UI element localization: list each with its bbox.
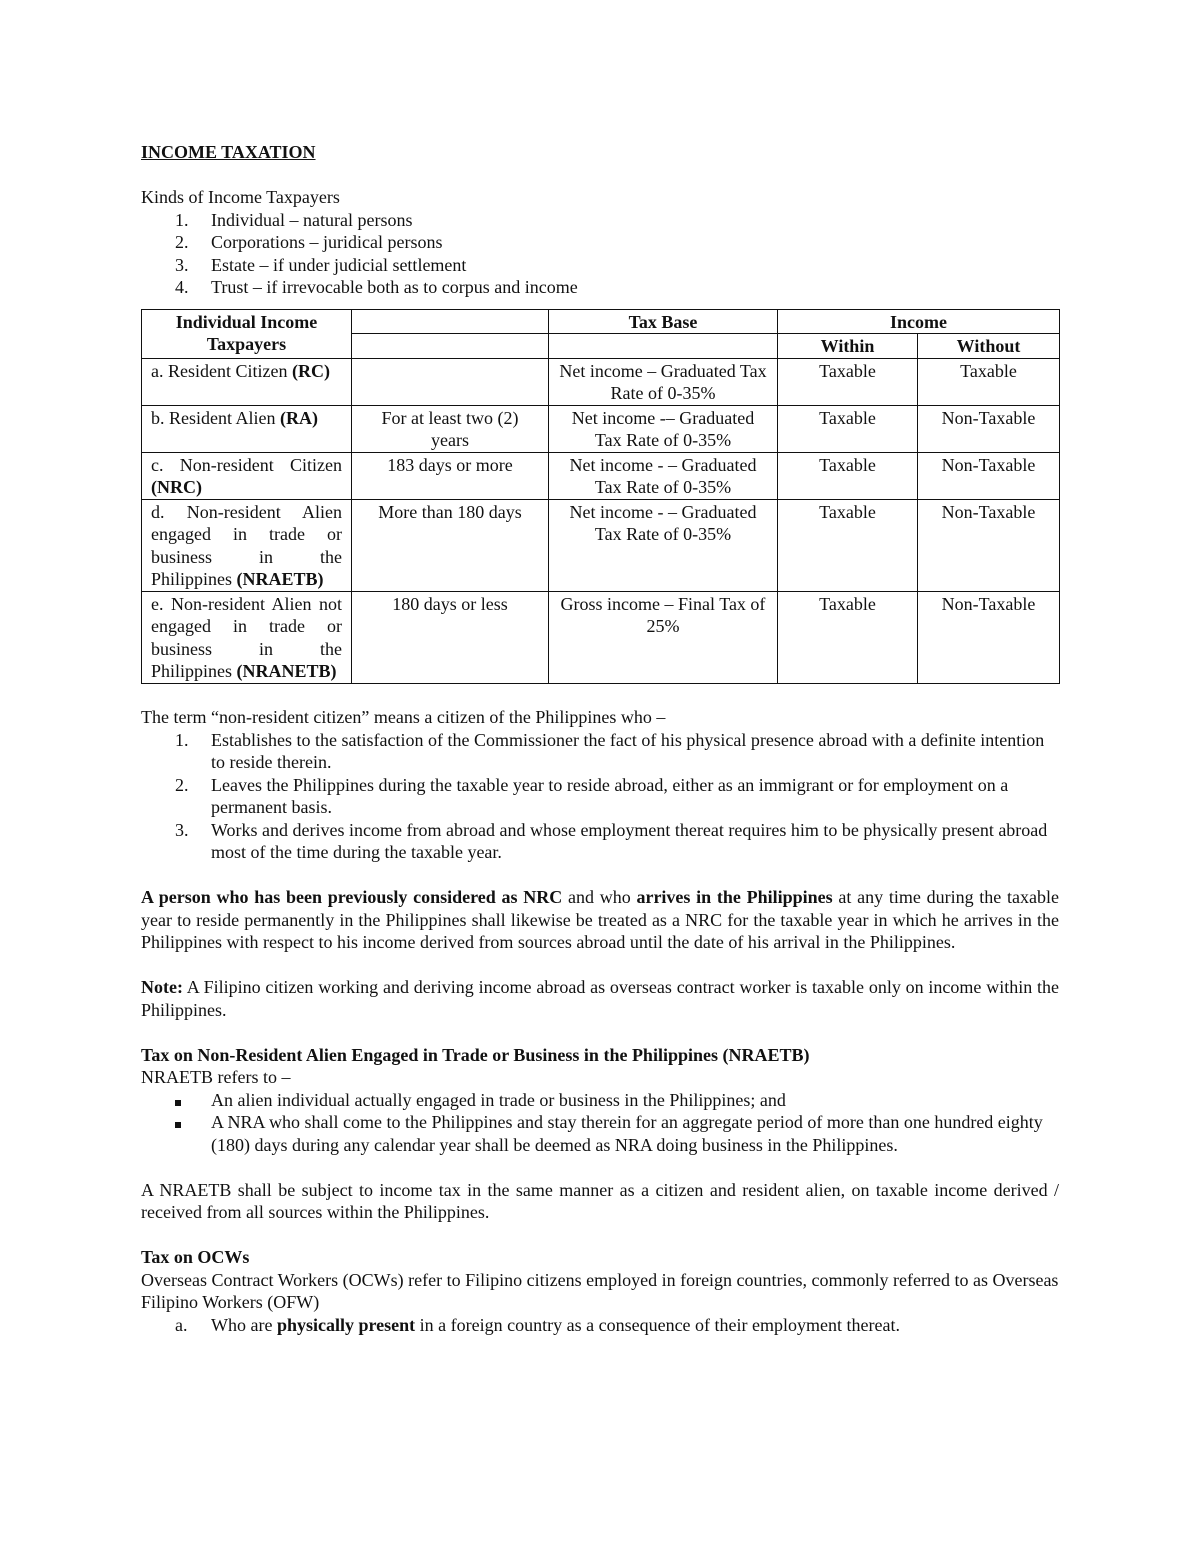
cell-within: Taxable [778, 358, 918, 405]
list-item [141, 276, 1059, 299]
cell-tax-base: Net income - – Graduated Tax Rate of 0-35% [549, 452, 778, 499]
nraetb-intro: NRAETB refers to – [141, 1067, 291, 1087]
cell-without: Taxable [918, 358, 1060, 405]
taxpayer-label: a. Resident Citizen [151, 360, 288, 381]
list-item-text: An alien individual actually engaged in trade or business in the Philippines; and [211, 1089, 786, 1110]
taxpayer-abbr: (NRAETB) [236, 569, 324, 589]
list-item-text: Leaves the Philippines during the taxable year to reside abroad, either as an immigrant or for employment on a permanent basis. [211, 774, 1009, 817]
cell-without: Non-Taxable [918, 452, 1060, 499]
list-item [141, 729, 1059, 774]
item-text: in a foreign country as a consequence of their employment thereat. [415, 1314, 900, 1335]
header-within: Within [778, 334, 918, 359]
taxpayer-label: d. Non-resident Alien engaged in trade or business in the Philippines [151, 501, 342, 589]
bold-text: A person who has been previously considered as NRC [141, 887, 563, 907]
cell-taxpayer [142, 452, 352, 499]
list-number: 3. [175, 819, 189, 840]
list-number: 4. [175, 277, 189, 297]
bold-text: arrives in the Philippines [636, 887, 833, 907]
header-tax-base: Tax Base [549, 309, 778, 334]
table-row [142, 591, 1060, 683]
taxpayer-table [141, 309, 1060, 684]
cell-tax-base: Gross income – Final Tax of 25% [549, 591, 778, 683]
section-heading-ocw [141, 1246, 1059, 1269]
cell-taxpayer [142, 405, 352, 452]
list-item-text: Individual – natural persons [211, 209, 413, 230]
item-text: Who are [211, 1314, 277, 1335]
list-item-text: Trust – if irrevocable both as to corpus and income [211, 277, 578, 297]
list-item [141, 819, 1059, 864]
header-without: Without [918, 334, 1060, 359]
cell-taxpayer [142, 358, 352, 405]
ocw-list [141, 1314, 1059, 1337]
list-item [141, 231, 1059, 254]
cell-within: Taxable [778, 405, 918, 452]
table-row [142, 358, 1060, 405]
cell-within: Taxable [778, 591, 918, 683]
list-item [141, 774, 1059, 819]
note-paragraph [141, 976, 1059, 1021]
nrc-arrival-paragraph [141, 886, 1059, 954]
cell-period [352, 358, 549, 405]
subheader-blank [352, 334, 549, 359]
section-heading-nraetb [141, 1044, 1059, 1067]
bullet-square-icon [141, 1111, 211, 1156]
cell-period: More than 180 days [352, 499, 549, 591]
list-item [141, 1089, 1059, 1112]
bullet-square-icon [141, 1089, 211, 1112]
list-number: 2. [175, 232, 189, 252]
note-label: Note: [141, 977, 183, 997]
heading-text: Tax on Non-Resident Alien Engaged in Trade or Business in the Philippines (NRAETB) [141, 1044, 810, 1065]
subheader-blank [549, 334, 778, 359]
paragraph-text: and who [562, 887, 637, 907]
list-item-text: Works and derives income from abroad and whose employment thereat requires him to be physically present abroad most of the time during the taxable year. [211, 819, 1048, 862]
list-number: 2. [175, 774, 189, 795]
header-income: Income [778, 309, 1060, 334]
cell-tax-base: Net income – Graduated Tax Rate of 0-35% [549, 358, 778, 405]
list-item-text: A NRA who shall come to the Philippines and stay therein for an aggregate period of more than one hundred eighty (180) days during any calendar year shall be deemed as NRA doing business in the Philippines. [211, 1112, 1043, 1155]
nrc-intro: The term “non-resident citizen” means a citizen of the Philippines who – [141, 707, 666, 727]
paragraph-text: at any time during the taxable year to reside permanently in the Philippines shall likewise be treated as a NRC for the taxable year in which he arrives in the Philippines with respect to his income derived from sources abroad until the date of his arrival in the Philippines. [141, 887, 1059, 952]
cell-without: Non-Taxable [918, 591, 1060, 683]
cell-tax-base: Net income - – Graduated Tax Rate of 0-35% [549, 499, 778, 591]
cell-taxpayer [142, 591, 352, 683]
nraetb-paragraph: A NRAETB shall be subject to income tax in the same manner as a citizen and resident alien, on taxable income derived / received from all sources within the Philippines. [141, 1179, 1059, 1222]
list-item [141, 1314, 1059, 1337]
list-letter: a. [175, 1314, 188, 1335]
taxpayer-abbr: (RC) [291, 360, 330, 381]
note-text: A Filipino citizen working and deriving income abroad as overseas contract worker is taxable only on income within the Philippines. [141, 977, 1059, 1020]
table-row [142, 499, 1060, 591]
list-item [141, 1111, 1059, 1156]
cell-within: Taxable [778, 499, 918, 591]
kinds-list [141, 209, 1059, 299]
taxpayer-abbr: (NRANETB) [236, 661, 337, 681]
table-header-row [142, 309, 1060, 334]
cell-without: Non-Taxable [918, 499, 1060, 591]
ocw-intro: Overseas Contract Workers (OCWs) refer to Filipino citizens employed in foreign countries, commonly referred to as Overseas Filipino Workers (OFW) [141, 1269, 1059, 1312]
taxpayer-abbr: (NRC) [151, 477, 202, 497]
heading-text: Tax on OCWs [141, 1247, 250, 1267]
taxpayer-abbr: (RA) [280, 407, 318, 428]
list-item-text: Estate – if under judicial settlement [211, 254, 467, 275]
table-row [142, 405, 1060, 452]
cell-taxpayer [142, 499, 352, 591]
taxpayer-label: e. Non-resident Alien not engaged in trade or business in the Philippines [151, 593, 342, 681]
table-row [142, 452, 1060, 499]
cell-tax-base: Net income -– Graduated Tax Rate of 0-35% [549, 405, 778, 452]
cell-period: 180 days or less [352, 591, 549, 683]
list-item [141, 209, 1059, 232]
document-page [141, 141, 1059, 1336]
list-item [141, 254, 1059, 277]
taxpayer-label: c. Non-resident Citizen [151, 454, 342, 475]
cell-within: Taxable [778, 452, 918, 499]
header-taxpayers: Individual Income Taxpayers [142, 309, 352, 358]
list-number: 1. [175, 729, 189, 750]
cell-without: Non-Taxable [918, 405, 1060, 452]
nrc-list [141, 729, 1059, 864]
bold-text: physically present [276, 1314, 416, 1335]
cell-period: 183 days or more [352, 452, 549, 499]
cell-period: For at least two (2) years [352, 405, 549, 452]
list-item-text: Establishes to the satisfaction of the Commissioner the fact of his physical presence abroad with a definite intention to reside therein. [211, 729, 1045, 772]
taxpayer-label: b. Resident Alien [151, 407, 276, 428]
nraetb-list [141, 1089, 1059, 1157]
header-blank [352, 309, 549, 334]
list-number: 1. [175, 209, 189, 230]
kinds-heading: Kinds of Income Taxpayers [141, 187, 340, 207]
list-number: 3. [175, 254, 189, 275]
page-title: INCOME TAXATION [141, 142, 316, 162]
list-item-text: Corporations – juridical persons [211, 232, 443, 252]
list-item-text [211, 1314, 1059, 1337]
